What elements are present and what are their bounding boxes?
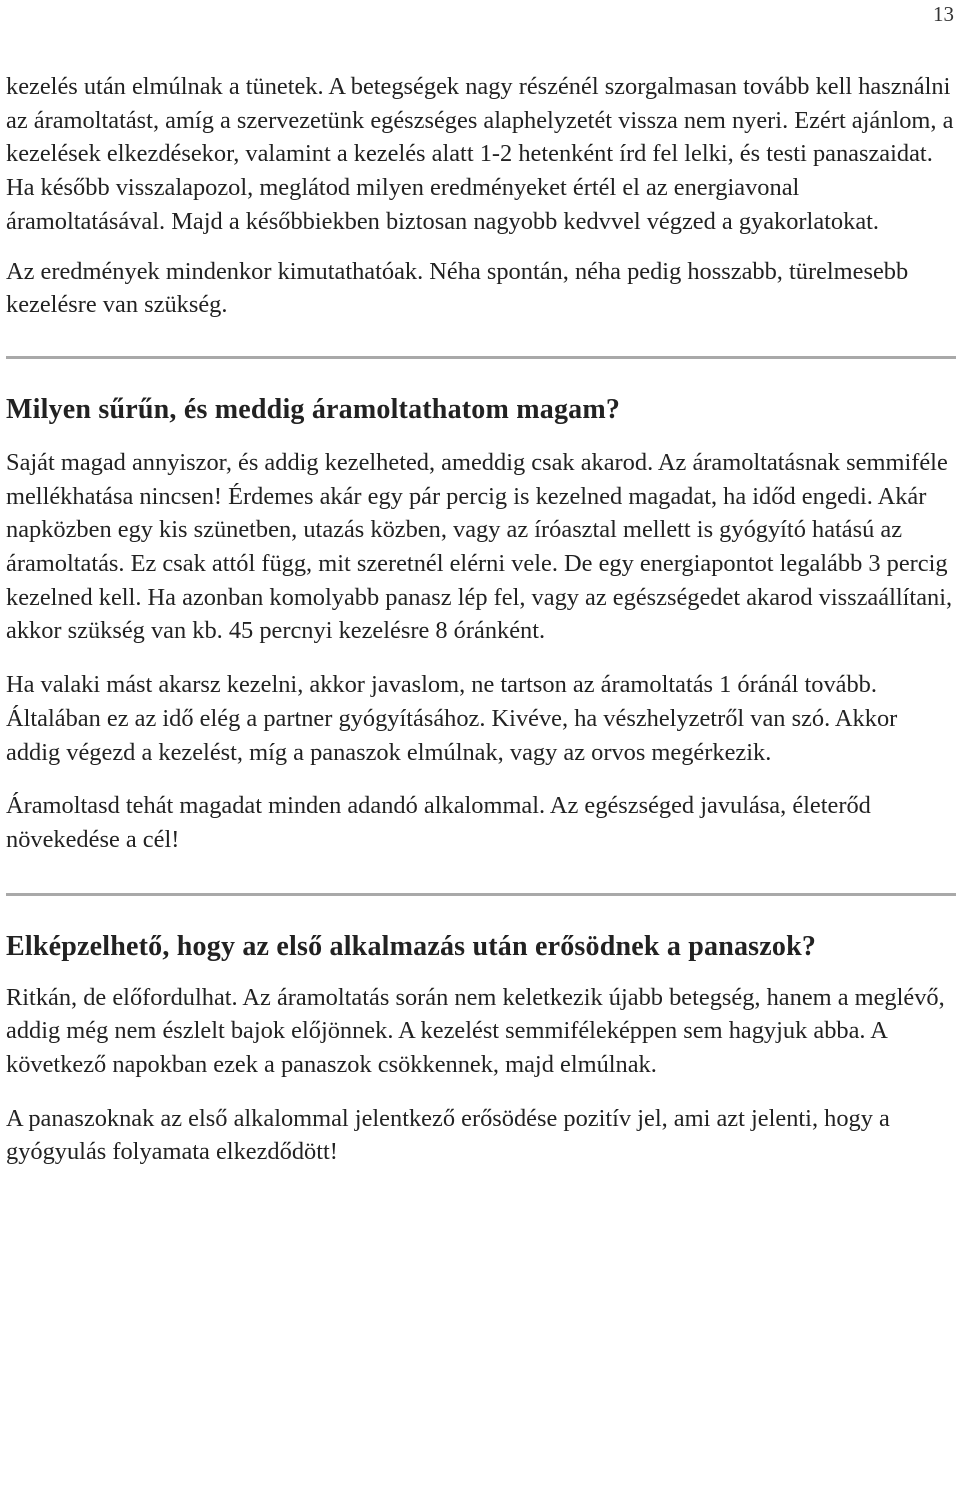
paragraph: Ha valaki mást akarsz kezelni, akkor javaslom, ne tartson az áramoltatás 1 óránál tovább. Általában ez az idő elég a partner gyógyításához. Kivéve, ha vészhelyzetről van szó. Akkor addig végezd a kezelést, míg a panaszok elmúlnak, vagy az orvos megérkezik.	[6, 671, 898, 766]
paragraph: kezelés után elmúlnak a tünetek. A betegségek nagy részénél szorgalmasan tovább kell használni az áramoltatást, amíg a szervezetünk egészséges alaphelyzetét vissza nem nyeri. Ezért ajánlom, a kezelések elkezdésekor, valamint a kezelés alatt 1-2 hetenként írd fel lelki, és testi panaszaidat. Ha később visszalapozol, meglátod milyen eredményeket értél el az energiavonal áramoltatásával. Majd a későbbiekben biztosan nagyobb kedvvel végzed a gyakorlatokat.	[6, 73, 954, 235]
page-content	[6, 70, 956, 1189]
page-number: 13	[933, 2, 954, 26]
paragraph: Ritkán, de előfordulhat. Az áramoltatás során nem keletkezik újabb betegség, hanem a meglévő, addig még nem észlelt bajok előjönnek. A kezelést semmiféleképpen sem hagyjuk abba. A következő napokban ezek a panaszok csökkennek, majd elmúlnak.	[6, 983, 945, 1079]
paragraph: A panaszoknak az első alkalommal jelentkező erősödése pozitív jel, ami azt jelenti, hogy a gyógyulás folyamata elkezdődött!	[6, 1104, 890, 1166]
section-divider	[6, 356, 956, 359]
paragraph: Saját magad annyiszor, és addig kezelheted, ameddig csak akarod. Az áramoltatásnak semmiféle mellékhatása nincsen! Érdemes akár egy pár percig is kezelned magadat, ha időd engedi. Akár napközben egy kis szünetben, utazás közben, vagy az íróasztal mellett is gyógyító hatású az áramoltatás. Ez csak attól függ, mit szeretnél elérni vele. De egy energiapontot legalább 3 percig kezelned kell. Ha azonban komolyabb panasz lép fel, vagy az egészségedet akarod visszaállítani, akkor szükség van kb. 45 percnyi kezelésre 8 óránként.	[6, 448, 953, 645]
paragraph: Az eredmények mindenkor kimutathatóak. Néha spontán, néha pedig hosszabb, türelmesebb kezelésre van szükség.	[6, 257, 909, 319]
section-divider	[6, 893, 956, 896]
paragraph: Áramoltasd tehát magadat minden adandó alkalommal. Az egészséged javulása, életerőd növekedése a cél!	[6, 792, 871, 853]
section-heading: Milyen sűrűn, és meddig áramoltathatom magam?	[6, 393, 621, 425]
section-heading: Elképzelhető, hogy az első alkalmazás után erősödnek a panaszok?	[6, 930, 817, 962]
